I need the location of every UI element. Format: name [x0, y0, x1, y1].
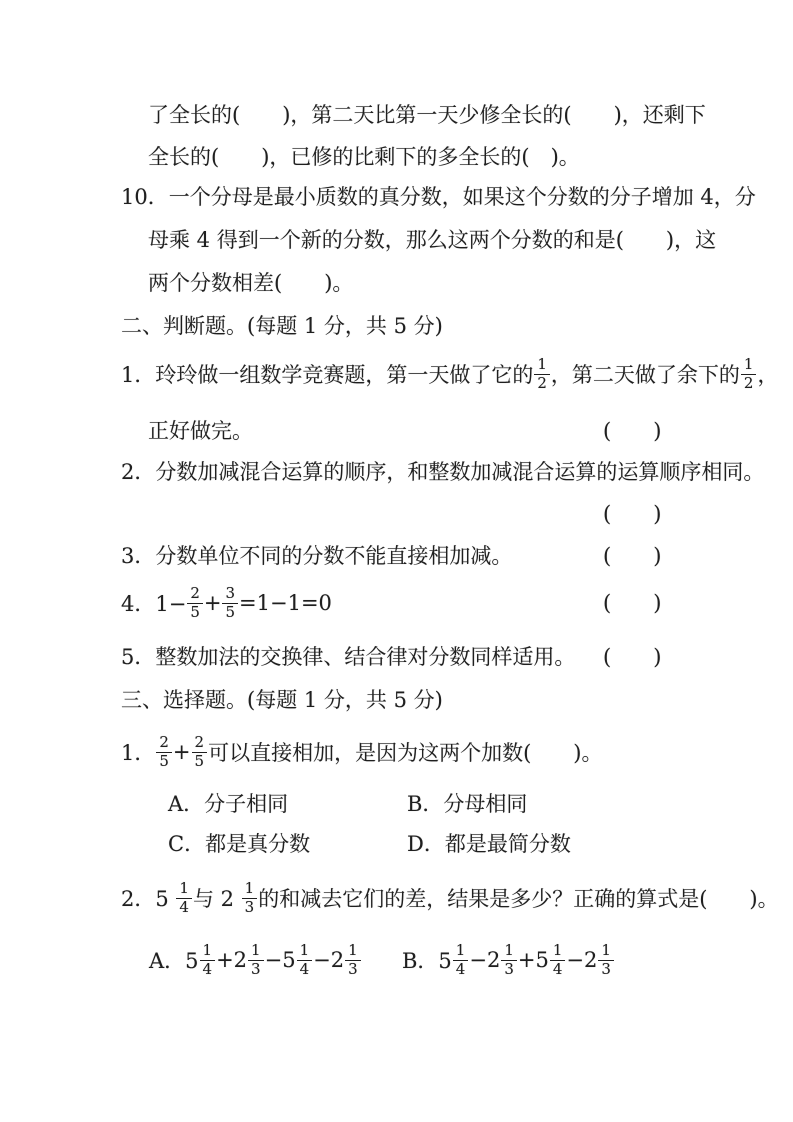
- fill-question-line-2: 全长的( )，已修的比剩下的多全长的( )。: [148, 145, 580, 169]
- choice-q1-option-c: C．都是真分数: [168, 832, 311, 856]
- text-run: +2: [216, 948, 248, 972]
- choice-q1-option-a: A．分子相同: [168, 792, 289, 816]
- text-run: 1．玲玲做一组数学竞赛题，第一天做了它的: [121, 363, 534, 387]
- fraction-numerator: 1: [176, 880, 192, 898]
- fraction: [242, 880, 258, 916]
- judge-q5-answer-bracket: ( ): [603, 645, 662, 669]
- judge-q1-line-1: [121, 344, 778, 404]
- fraction: [598, 942, 614, 978]
- fraction-denominator: 4: [202, 960, 213, 978]
- fraction: [501, 942, 517, 978]
- text-run: =1−1=0: [239, 591, 332, 615]
- question-10-line-2: 母乘 4 得到一个新的分数，那么这两个分数的和是( )，这: [148, 228, 717, 252]
- text-run: 4．1−: [121, 592, 187, 616]
- fraction: [200, 942, 216, 978]
- fraction-numerator: 1: [534, 356, 550, 374]
- fraction: [187, 585, 203, 621]
- choice-section-heading: 三、选择题。(每题 1 分，共 5 分): [121, 688, 443, 712]
- choice-q2-option-a: [149, 930, 362, 990]
- fraction-denominator: 5: [225, 603, 236, 621]
- fraction: [222, 585, 238, 621]
- fraction-numerator: 1: [242, 880, 258, 898]
- text-run: −5: [264, 948, 296, 972]
- fraction: [248, 942, 264, 978]
- fraction-denominator: 5: [190, 603, 200, 621]
- text-run: +5: [517, 948, 549, 972]
- fraction-numerator: 1: [345, 942, 361, 960]
- choice-q1-stem: [121, 722, 602, 782]
- fraction-denominator: 5: [194, 752, 205, 770]
- text-run: +: [172, 740, 191, 764]
- fraction-numerator: 1: [248, 942, 264, 960]
- fraction-denominator: 3: [251, 960, 261, 978]
- text-run: 1．: [121, 741, 156, 765]
- fraction-numerator: 1: [598, 942, 614, 960]
- fraction: [534, 356, 550, 392]
- fraction: [156, 734, 172, 770]
- choice-q2-stem: [121, 868, 779, 928]
- text-run: −2: [313, 948, 345, 972]
- text-run: 2．5: [121, 887, 176, 911]
- judge-section-heading: 二、判断题。(每题 1 分，共 5 分): [121, 314, 443, 338]
- fraction-denominator: 2: [743, 374, 754, 392]
- text-run: 的和减去它们的差，结果是多少？正确的算式是( )。: [258, 887, 779, 911]
- fraction-denominator: 3: [504, 960, 514, 978]
- fraction-denominator: 3: [244, 898, 255, 916]
- choice-q2-option-b: [402, 930, 615, 990]
- text-run: ，第二天做了余下的: [550, 363, 740, 387]
- text-run: ，: [757, 363, 779, 387]
- text-run: 与 2: [192, 887, 241, 911]
- text-run: 可以直接相加，是因为这两个加数( )。: [208, 741, 603, 765]
- text-run: B．5: [402, 949, 452, 973]
- fraction-numerator: 2: [192, 734, 208, 752]
- judge-q3-line: 3．分数单位不同的分数不能直接相加减。: [121, 544, 513, 568]
- fraction: [297, 942, 313, 978]
- fraction-denominator: 4: [552, 960, 563, 978]
- question-10-line-3: 两个分数相差( )。: [148, 271, 354, 295]
- text-run: A．5: [149, 949, 199, 973]
- judge-q1-line-2: 正好做完。: [148, 419, 253, 443]
- fraction-denominator: 4: [299, 960, 310, 978]
- judge-q5-line: 5．整数加法的交换律、结合律对分数同样适用。: [121, 645, 576, 669]
- fraction: [550, 942, 566, 978]
- fraction-numerator: 3: [222, 585, 238, 603]
- fraction: [345, 942, 361, 978]
- fraction-denominator: 5: [159, 752, 169, 770]
- fraction: [453, 942, 469, 978]
- fraction-numerator: 1: [453, 942, 469, 960]
- fraction-denominator: 4: [179, 898, 189, 916]
- fraction-numerator: 1: [501, 942, 517, 960]
- fraction-numerator: 1: [550, 942, 566, 960]
- fraction: [176, 880, 192, 916]
- question-10-line-1: 10．一个分母是最小质数的真分数，如果这个分数的分子增加 4，分: [121, 185, 756, 209]
- fraction-denominator: 3: [601, 960, 611, 978]
- text-run: −2: [469, 948, 501, 972]
- text-run: −2: [566, 948, 598, 972]
- judge-q3-answer-bracket: ( ): [603, 544, 662, 568]
- choice-q1-option-d: D．都是最简分数: [407, 832, 571, 856]
- fraction-numerator: 1: [200, 942, 216, 960]
- fraction-denominator: 4: [455, 960, 466, 978]
- fill-question-line-1: 了全长的( )，第二天比第一天少修全长的( )，还剩下: [148, 103, 706, 127]
- text-run: +: [203, 591, 222, 615]
- fraction-numerator: 2: [156, 734, 172, 752]
- fraction-denominator: 2: [537, 374, 547, 392]
- fraction-numerator: 2: [187, 585, 203, 603]
- fraction: [741, 356, 757, 392]
- fraction-numerator: 1: [297, 942, 313, 960]
- fraction-numerator: 1: [741, 356, 757, 374]
- judge-q4-line: [121, 573, 332, 633]
- choice-q1-option-b: B．分母相同: [407, 792, 528, 816]
- judge-q2-answer-bracket: ( ): [603, 502, 662, 526]
- judge-q4-answer-bracket: ( ): [603, 591, 662, 615]
- fraction-denominator: 3: [348, 960, 358, 978]
- judge-q2-line: 2．分数加减混合运算的顺序，和整数加减混合运算的运算顺序相同。: [121, 460, 765, 484]
- fraction: [192, 734, 208, 770]
- judge-q1-answer-bracket: ( ): [603, 419, 662, 443]
